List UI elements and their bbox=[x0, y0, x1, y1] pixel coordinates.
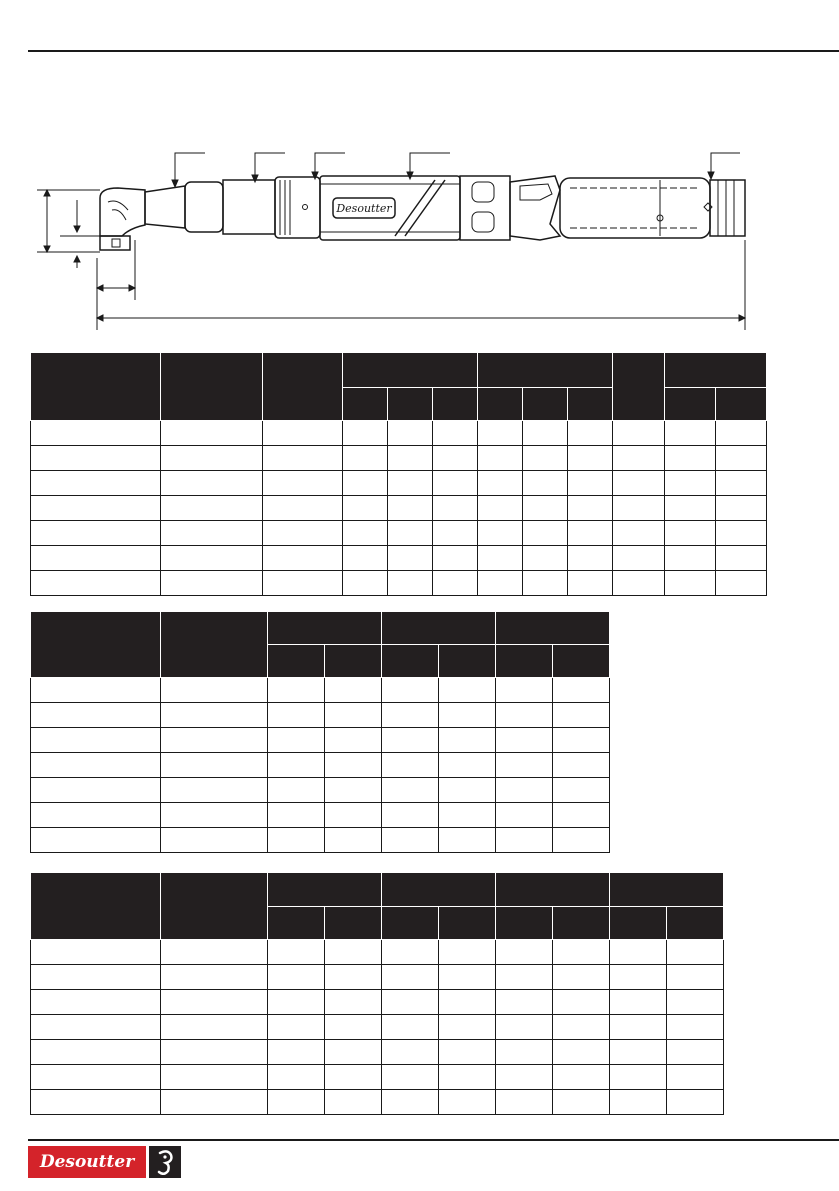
table-cell bbox=[31, 678, 161, 703]
handle-grip bbox=[560, 178, 710, 238]
header-subcell bbox=[343, 388, 388, 421]
table-row bbox=[31, 1090, 724, 1115]
table-cell bbox=[667, 1065, 724, 1090]
table-cell bbox=[343, 471, 388, 496]
table-cell bbox=[667, 990, 724, 1015]
table-cell bbox=[610, 990, 667, 1015]
table-cell bbox=[496, 778, 553, 803]
table-cell bbox=[382, 940, 439, 965]
table-cell bbox=[268, 965, 325, 990]
header-subcell bbox=[325, 645, 382, 678]
header-subcell bbox=[382, 907, 439, 940]
table-cell bbox=[496, 753, 553, 778]
table-cell bbox=[478, 496, 523, 521]
table-cell bbox=[523, 571, 568, 596]
leader-collar bbox=[315, 153, 345, 177]
table-cell bbox=[496, 1065, 553, 1090]
table-cell bbox=[665, 496, 716, 521]
table-cell bbox=[161, 496, 263, 521]
table-cell bbox=[553, 828, 610, 853]
table-cell bbox=[382, 703, 439, 728]
square-drive bbox=[100, 236, 130, 250]
table-cell bbox=[31, 496, 161, 521]
trigger bbox=[510, 176, 560, 240]
table-cell bbox=[478, 571, 523, 596]
table-row bbox=[31, 828, 610, 853]
table-cell bbox=[610, 965, 667, 990]
table-cell bbox=[325, 1090, 382, 1115]
table-cell bbox=[263, 571, 343, 596]
header-cell bbox=[613, 353, 665, 421]
table-cell bbox=[268, 753, 325, 778]
table-cell bbox=[439, 678, 496, 703]
table-cell bbox=[325, 990, 382, 1015]
header-cell bbox=[31, 873, 161, 940]
collar bbox=[275, 177, 320, 238]
table-cell bbox=[325, 703, 382, 728]
table-cell bbox=[343, 496, 388, 521]
header-cell bbox=[161, 612, 268, 678]
table-cell bbox=[161, 678, 268, 703]
table-cell bbox=[31, 828, 161, 853]
table-cell bbox=[382, 753, 439, 778]
table-cell bbox=[388, 521, 433, 546]
table-cell bbox=[523, 496, 568, 521]
table-cell bbox=[716, 571, 767, 596]
table-cell bbox=[439, 965, 496, 990]
table-cell bbox=[263, 471, 343, 496]
desoutter-wordmark-icon: Desoutter bbox=[28, 1146, 146, 1178]
table-cell bbox=[523, 471, 568, 496]
table-row bbox=[31, 571, 767, 596]
table-cell bbox=[478, 446, 523, 471]
header-subcell bbox=[325, 907, 382, 940]
table-cell bbox=[568, 446, 613, 471]
table-cell bbox=[478, 471, 523, 496]
table-cell bbox=[613, 521, 665, 546]
table-cell bbox=[553, 1090, 610, 1115]
table-cell bbox=[31, 546, 161, 571]
header-subcell bbox=[568, 388, 613, 421]
table-cell bbox=[325, 803, 382, 828]
table-cell bbox=[553, 753, 610, 778]
header-subcell bbox=[667, 907, 724, 940]
table-cell bbox=[553, 990, 610, 1015]
table-cell bbox=[325, 753, 382, 778]
table-cell bbox=[523, 446, 568, 471]
table-cell bbox=[263, 446, 343, 471]
table-body bbox=[31, 940, 724, 1115]
header-subcell bbox=[610, 907, 667, 940]
table-cell bbox=[268, 940, 325, 965]
table-cell bbox=[553, 803, 610, 828]
table-cell bbox=[268, 828, 325, 853]
table-cell bbox=[388, 546, 433, 571]
header-cell bbox=[263, 353, 343, 421]
table-cell bbox=[496, 803, 553, 828]
table-row bbox=[31, 703, 610, 728]
table-cell bbox=[553, 1015, 610, 1040]
spec-table-2 bbox=[30, 611, 610, 853]
table-cell bbox=[610, 1090, 667, 1115]
table-cell bbox=[665, 471, 716, 496]
table-cell bbox=[343, 446, 388, 471]
table-cell bbox=[568, 471, 613, 496]
table-cell bbox=[496, 728, 553, 753]
table-cell bbox=[523, 546, 568, 571]
header-subcell bbox=[478, 388, 523, 421]
tool-logo-text: Desoutter bbox=[336, 202, 392, 215]
table-cell bbox=[268, 803, 325, 828]
leader-motor bbox=[410, 153, 450, 177]
table-cell bbox=[382, 1065, 439, 1090]
tool-drawing bbox=[0, 140, 839, 340]
header-subcell bbox=[553, 907, 610, 940]
table-cell bbox=[31, 990, 161, 1015]
table-cell bbox=[388, 421, 433, 446]
table-cell bbox=[388, 571, 433, 596]
table-cell bbox=[496, 990, 553, 1015]
header-subcell bbox=[716, 388, 767, 421]
header-group-cell bbox=[610, 873, 724, 907]
table-cell bbox=[161, 446, 263, 471]
top-rule bbox=[28, 50, 839, 52]
table-row bbox=[31, 728, 610, 753]
table-cell bbox=[31, 803, 161, 828]
leader-connector bbox=[711, 153, 740, 177]
spec-table-3 bbox=[30, 872, 724, 1115]
table-cell bbox=[553, 678, 610, 703]
table-cell bbox=[568, 496, 613, 521]
table-cell bbox=[343, 546, 388, 571]
table-cell bbox=[433, 546, 478, 571]
table-cell bbox=[388, 496, 433, 521]
table-row bbox=[31, 546, 767, 571]
table-cell bbox=[496, 940, 553, 965]
table-cell bbox=[553, 703, 610, 728]
table-cell bbox=[433, 496, 478, 521]
table-row bbox=[31, 990, 724, 1015]
header-subcell bbox=[523, 388, 568, 421]
table-cell bbox=[665, 546, 716, 571]
table-cell bbox=[31, 1090, 161, 1115]
header-subcell bbox=[268, 645, 325, 678]
table-cell bbox=[716, 446, 767, 471]
table-cell bbox=[263, 496, 343, 521]
table-cell bbox=[325, 965, 382, 990]
table-cell bbox=[325, 1065, 382, 1090]
table-cell bbox=[439, 703, 496, 728]
header-group-cell bbox=[496, 612, 610, 645]
table-row bbox=[31, 778, 610, 803]
header-group-cell bbox=[382, 873, 496, 907]
table-cell bbox=[568, 521, 613, 546]
table-cell bbox=[716, 546, 767, 571]
table-cell bbox=[382, 828, 439, 853]
table-cell bbox=[610, 1065, 667, 1090]
table-row bbox=[31, 1040, 724, 1065]
table-cell bbox=[268, 990, 325, 1015]
table-cell bbox=[716, 521, 767, 546]
table-cell bbox=[263, 546, 343, 571]
table-cell bbox=[553, 940, 610, 965]
table-cell bbox=[31, 965, 161, 990]
table-cell bbox=[161, 940, 268, 965]
table-cell bbox=[161, 471, 263, 496]
table-cell bbox=[268, 1040, 325, 1065]
table-cell bbox=[343, 421, 388, 446]
table-cell bbox=[439, 1040, 496, 1065]
table-cell bbox=[325, 1015, 382, 1040]
table-cell bbox=[433, 421, 478, 446]
table-cell bbox=[268, 728, 325, 753]
table-cell bbox=[268, 678, 325, 703]
bottom-rule bbox=[28, 1139, 839, 1141]
table-cell bbox=[667, 1040, 724, 1065]
table-cell bbox=[268, 778, 325, 803]
table-cell bbox=[31, 571, 161, 596]
table-cell bbox=[388, 446, 433, 471]
table-cell bbox=[439, 1015, 496, 1040]
spec-table-1 bbox=[30, 352, 767, 596]
table-cell bbox=[553, 778, 610, 803]
table-cell bbox=[161, 990, 268, 1015]
table-cell bbox=[325, 678, 382, 703]
table-cell bbox=[496, 703, 553, 728]
table-cell bbox=[388, 471, 433, 496]
table-cell bbox=[667, 940, 724, 965]
table-cell bbox=[716, 471, 767, 496]
table-cell bbox=[553, 1065, 610, 1090]
table-cell bbox=[31, 753, 161, 778]
header-subcell bbox=[439, 645, 496, 678]
table-cell bbox=[568, 421, 613, 446]
cable-connector bbox=[710, 180, 745, 236]
table-cell bbox=[613, 546, 665, 571]
table-cell bbox=[343, 571, 388, 596]
table-cell bbox=[382, 1015, 439, 1040]
angle-head bbox=[100, 188, 145, 236]
header-subcell bbox=[268, 907, 325, 940]
header-subcell bbox=[553, 645, 610, 678]
header-group-cell bbox=[382, 612, 496, 645]
table-cell bbox=[325, 828, 382, 853]
table-cell bbox=[161, 828, 268, 853]
table-cell bbox=[667, 1015, 724, 1040]
table-cell bbox=[433, 571, 478, 596]
table-cell bbox=[161, 965, 268, 990]
table-cell bbox=[496, 678, 553, 703]
table-cell bbox=[523, 421, 568, 446]
header-subcell bbox=[496, 907, 553, 940]
table-cell bbox=[439, 1090, 496, 1115]
table-cell bbox=[325, 778, 382, 803]
table-cell bbox=[613, 471, 665, 496]
table-cell bbox=[161, 803, 268, 828]
table-body bbox=[31, 678, 610, 853]
table-cell bbox=[31, 1065, 161, 1090]
table-cell bbox=[343, 521, 388, 546]
table-cell bbox=[716, 421, 767, 446]
header-cell bbox=[31, 612, 161, 678]
table-cell bbox=[161, 1015, 268, 1040]
table-cell bbox=[478, 421, 523, 446]
table-cell bbox=[161, 1065, 268, 1090]
table-cell bbox=[268, 1015, 325, 1040]
table-cell bbox=[553, 1040, 610, 1065]
header-group-cell bbox=[343, 353, 478, 388]
header-subcell bbox=[382, 645, 439, 678]
header-group-cell bbox=[665, 353, 767, 388]
table-cell bbox=[268, 1065, 325, 1090]
table-cell bbox=[553, 728, 610, 753]
table-cell bbox=[568, 571, 613, 596]
table-cell bbox=[31, 778, 161, 803]
table-cell bbox=[439, 990, 496, 1015]
table-row bbox=[31, 521, 767, 546]
table-cell bbox=[382, 1090, 439, 1115]
table-cell bbox=[496, 1090, 553, 1115]
header-group-cell bbox=[268, 612, 382, 645]
header-cell bbox=[161, 353, 263, 421]
table-cell bbox=[613, 571, 665, 596]
table-cell bbox=[161, 521, 263, 546]
table-cell bbox=[613, 496, 665, 521]
table-cell bbox=[382, 803, 439, 828]
table-cell bbox=[568, 546, 613, 571]
table-cell bbox=[439, 753, 496, 778]
table-row bbox=[31, 965, 724, 990]
table-cell bbox=[610, 940, 667, 965]
table-cell bbox=[439, 728, 496, 753]
table-cell bbox=[433, 521, 478, 546]
table-cell bbox=[665, 571, 716, 596]
table-row bbox=[31, 446, 767, 471]
table-cell bbox=[523, 521, 568, 546]
table-cell bbox=[382, 1040, 439, 1065]
table-cell bbox=[667, 1090, 724, 1115]
table-cell bbox=[439, 828, 496, 853]
table-cell bbox=[613, 446, 665, 471]
header-cell bbox=[31, 353, 161, 421]
table-row bbox=[31, 678, 610, 703]
table-cell bbox=[161, 571, 263, 596]
table-cell bbox=[439, 940, 496, 965]
table-cell bbox=[613, 421, 665, 446]
table-cell bbox=[610, 1015, 667, 1040]
table-row bbox=[31, 421, 767, 446]
header-subcell bbox=[388, 388, 433, 421]
leader-angle-head bbox=[175, 153, 205, 185]
desoutter-symbol-icon bbox=[149, 1146, 181, 1178]
table-row bbox=[31, 803, 610, 828]
brand-logo bbox=[28, 1146, 181, 1178]
table-cell bbox=[263, 521, 343, 546]
table-cell bbox=[31, 1015, 161, 1040]
table-cell bbox=[263, 421, 343, 446]
table-row bbox=[31, 471, 767, 496]
table-cell bbox=[31, 703, 161, 728]
table-cell bbox=[161, 1040, 268, 1065]
table-cell bbox=[161, 1090, 268, 1115]
header-subcell bbox=[665, 388, 716, 421]
table-cell bbox=[31, 421, 161, 446]
table-cell bbox=[161, 728, 268, 753]
table-cell bbox=[665, 446, 716, 471]
table-body bbox=[31, 421, 767, 596]
table-cell bbox=[433, 446, 478, 471]
table-cell bbox=[439, 778, 496, 803]
table-cell bbox=[439, 1065, 496, 1090]
table-cell bbox=[553, 965, 610, 990]
table-cell bbox=[496, 828, 553, 853]
header-group-cell bbox=[496, 873, 610, 907]
table-cell bbox=[31, 471, 161, 496]
table-cell bbox=[433, 471, 478, 496]
header-subcell bbox=[439, 907, 496, 940]
table-row bbox=[31, 1015, 724, 1040]
table-row bbox=[31, 753, 610, 778]
header-subcell bbox=[496, 645, 553, 678]
table-cell bbox=[161, 421, 263, 446]
table-cell bbox=[382, 728, 439, 753]
table-cell bbox=[31, 728, 161, 753]
table-cell bbox=[161, 753, 268, 778]
table-cell bbox=[667, 965, 724, 990]
header-group-cell bbox=[478, 353, 613, 388]
table-cell bbox=[268, 1090, 325, 1115]
table-cell bbox=[382, 965, 439, 990]
table-cell bbox=[478, 521, 523, 546]
header-subcell bbox=[433, 388, 478, 421]
table-cell bbox=[382, 778, 439, 803]
header-group-cell bbox=[268, 873, 382, 907]
table-cell bbox=[382, 990, 439, 1015]
table-cell bbox=[161, 546, 263, 571]
table-cell bbox=[496, 965, 553, 990]
table-cell bbox=[161, 703, 268, 728]
table-cell bbox=[31, 521, 161, 546]
table-cell bbox=[665, 521, 716, 546]
table-cell bbox=[325, 940, 382, 965]
table-cell bbox=[325, 1040, 382, 1065]
table-cell bbox=[439, 803, 496, 828]
header-cell bbox=[161, 873, 268, 940]
table-cell bbox=[478, 546, 523, 571]
table-cell bbox=[325, 728, 382, 753]
table-cell bbox=[31, 446, 161, 471]
table-cell bbox=[665, 421, 716, 446]
table-cell bbox=[496, 1015, 553, 1040]
table-row bbox=[31, 1065, 724, 1090]
table-cell bbox=[610, 1040, 667, 1065]
table-cell bbox=[31, 940, 161, 965]
table-row bbox=[31, 940, 724, 965]
table-cell bbox=[31, 1040, 161, 1065]
table-cell bbox=[382, 678, 439, 703]
table-cell bbox=[496, 1040, 553, 1065]
table-row bbox=[31, 496, 767, 521]
table-cell bbox=[716, 496, 767, 521]
leader-neck bbox=[255, 153, 285, 180]
table-cell bbox=[268, 703, 325, 728]
table-cell bbox=[161, 778, 268, 803]
